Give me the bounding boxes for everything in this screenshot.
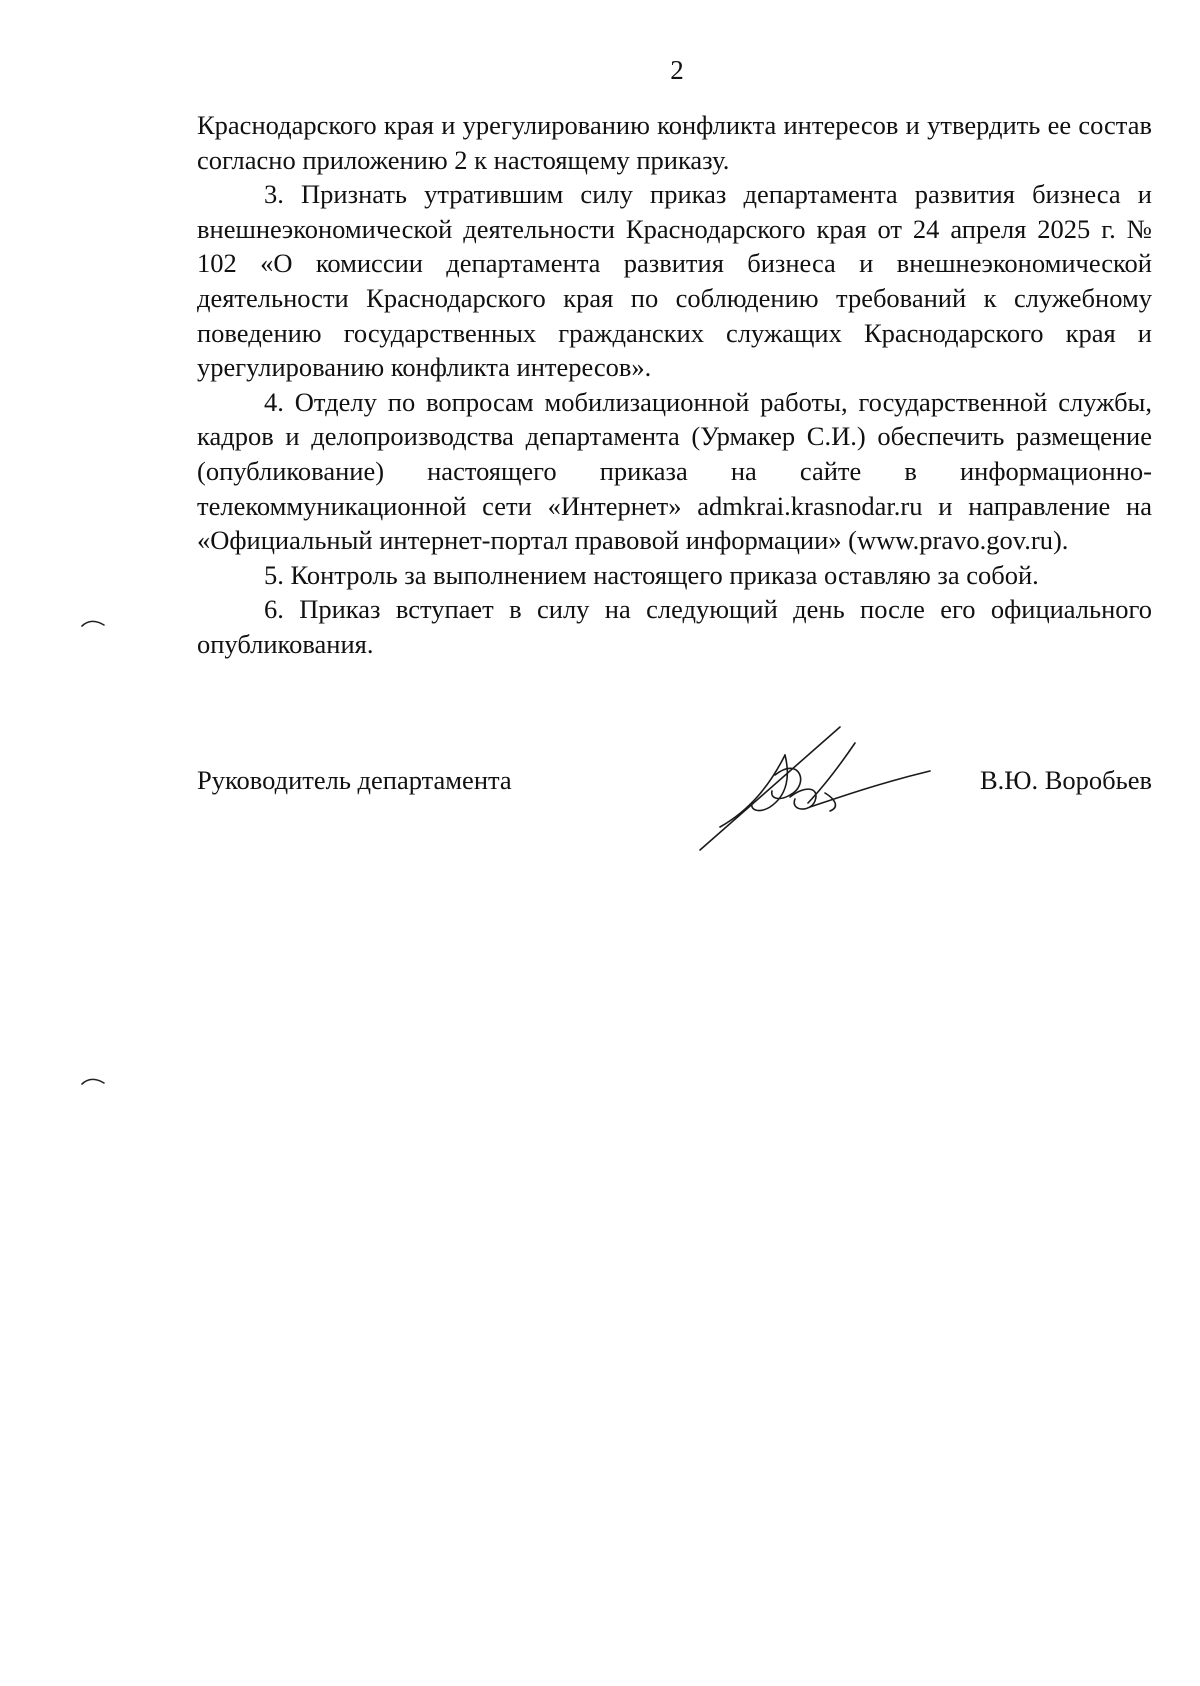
paragraph-item-5: 5. Контроль за выполнением настоящего приказа оставляю за собой.: [264, 559, 1039, 590]
paragraph-item-3: 3. Признать утратившим силу приказ департамента развития бизнеса и внешнеэкономической деятельности Краснодарского края от 24 апреля 2025 г. № 102 «О комиссии департамента развития бизнеса и внешнеэкономической деятельности Краснодарского края по соблюдению требований к служебному поведению государственных гражданских служащих Краснодарского края и урегулированию конфликта интересов».: [197, 179, 1152, 383]
page-number: 2: [670, 55, 684, 85]
paragraph-item-4: 4. Отделу по вопросам мобилизационной работы, государственной службы, кадров и делопроизводства департамента (Урмакер С.И.) обеспечить размещение (опубликование) настоящего приказа на сайте в информационно-телекоммуникационной сети «Интернет» admkrai.krasnodar.ru и направление на «Официальный интернет-портал правовой информации» (www.pravo.gov.ru).: [197, 386, 1152, 556]
paragraph-item-6: 6. Приказ вступает в силу на следующий день после его официального опубликования.: [197, 594, 1152, 659]
handwritten-signature-icon: [690, 715, 940, 855]
signer-name: В.Ю. Воробьев: [979, 765, 1152, 795]
paragraph-continuation: Краснодарского края и урегулированию конфликта интересов и утвердить ее состав согласно приложению 2 к настоящему приказу.: [197, 110, 1152, 175]
signer-position: Руководитель департамента: [197, 765, 512, 795]
margin-mark-icon: [80, 616, 106, 630]
signature-block: [197, 760, 1152, 800]
document-body: [197, 108, 1152, 662]
margin-mark-icon: [80, 1074, 106, 1088]
